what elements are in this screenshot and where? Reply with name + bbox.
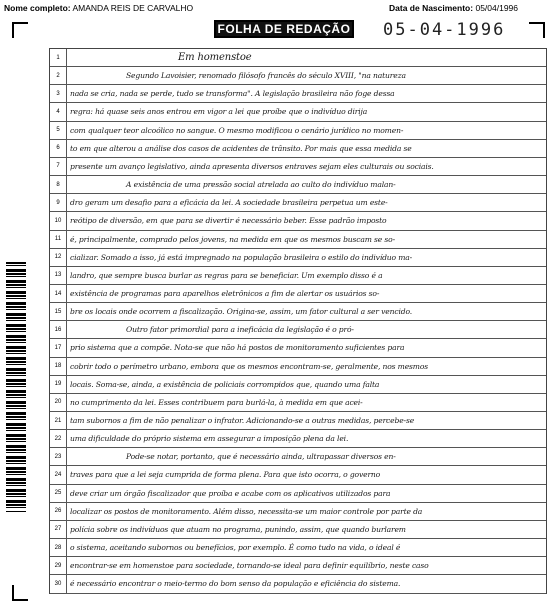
essay-line <box>50 358 546 376</box>
essay-line <box>50 140 546 158</box>
essay-line <box>50 448 546 466</box>
essay-line <box>50 212 546 230</box>
essay-line <box>50 194 546 212</box>
essay-line-text: existência de programas para aparelhos eletrônicos a fim de alertar os usuários so- <box>70 288 380 298</box>
line-number: 5 <box>50 122 67 139</box>
essay-line <box>50 85 546 103</box>
essay-line-text: é, principalmente, comprado pelos jovens, na medida em que os mesmos buscam se so- <box>70 234 395 244</box>
essay-line-text: reótipo de diversão, em que para se divertir é necessário beber. Esse padrão imposto <box>70 216 387 226</box>
line-number: 15 <box>50 303 67 320</box>
essay-line <box>50 303 546 321</box>
line-number: 9 <box>50 194 67 211</box>
essay-line-text: Outro fator primordial para a ineficácia da legislação é o pró- <box>126 325 354 335</box>
line-number: 8 <box>50 176 67 193</box>
essay-line-text: traves para que a lei seja cumprida de forma plena. Para que isto ocorra, o governo <box>70 470 381 480</box>
essay-line-text: cializar. Somado a isso, já está impregnado na população brasileira o estilo do indivíduo ma- <box>70 252 413 262</box>
line-number: 29 <box>50 557 67 574</box>
essay-line-text: cobrir todo o perímetro urbano, embora que os mesmos encontram-se, geralmente, nos mesmos <box>70 361 429 371</box>
corner-mark-bottom-left <box>12 585 28 601</box>
birth-date-field <box>389 3 518 13</box>
corner-mark-top-right <box>529 22 545 38</box>
line-number: 19 <box>50 376 67 393</box>
full-name-value: AMANDA REIS DE CARVALHO <box>72 3 194 13</box>
essay-line-text: bre os locais onde ocorrem a fiscalização. Origina-se, assim, um fator cultural a ser vencido. <box>70 307 413 317</box>
essay-sheet <box>49 48 547 594</box>
line-number: 12 <box>50 249 67 266</box>
essay-line-text: o sistema, aceitando subornos ou benefícios, por exemplo. É como tudo na vida, o ideal é <box>70 543 401 553</box>
essay-line <box>50 158 546 176</box>
line-number: 2 <box>50 67 67 84</box>
essay-line <box>50 67 546 85</box>
essay-line <box>50 122 546 140</box>
essay-line <box>50 103 546 121</box>
line-number: 27 <box>50 521 67 538</box>
line-number: 14 <box>50 285 67 302</box>
essay-line-text: prio sistema que a compõe. Nota-se que não há postos de monitoramento suficientes para <box>70 343 405 353</box>
essay-line <box>50 249 546 267</box>
barcode-image <box>6 262 26 512</box>
line-number: 30 <box>50 575 67 592</box>
line-number: 11 <box>50 231 67 248</box>
essay-line-text: tam subornos a fim de não penalizar o infrator. Adicionando-se a outras medidas, percebe-se <box>70 416 415 425</box>
line-number: 6 <box>50 140 67 157</box>
essay-line <box>50 176 546 194</box>
full-name-label: Nome completo: <box>4 3 71 13</box>
essay-line-text: encontrar-se em homenstoe para sociedade, tornando-se ideal para definir equilíbrio, neste caso <box>70 561 429 571</box>
essay-line <box>50 430 546 448</box>
essay-line <box>50 376 546 394</box>
line-number: 16 <box>50 321 67 338</box>
essay-line <box>50 394 546 412</box>
line-number: 4 <box>50 103 67 120</box>
essay-line-text: locais. Soma-se, ainda, a existência de policiais corrompidos que, quando uma falta <box>70 379 380 389</box>
essay-line <box>50 466 546 484</box>
handwritten-date: 05-04-1996 <box>383 20 506 40</box>
essay-line <box>50 503 546 521</box>
essay-line-text: Pode-se notar, portanto, que é necessário ainda, ultrapassar diversos en- <box>126 452 396 462</box>
essay-line <box>50 267 546 285</box>
line-number: 7 <box>50 158 67 175</box>
birth-date-value: 05/04/1996 <box>475 3 519 13</box>
line-number: 20 <box>50 394 67 411</box>
line-number: 28 <box>50 539 67 556</box>
line-number: 1 <box>50 49 67 66</box>
essay-line-text: é necessário encontrar o meio-termo do bom senso da população e eficiência do sistema. <box>70 579 401 589</box>
essay-line <box>50 339 546 357</box>
line-number: 18 <box>50 358 67 375</box>
essay-line-text: deve criar um órgão fiscalizador que proíba e acabe com os aplicativos utilizados para <box>70 488 391 498</box>
essay-line-text: no cumprimento da lei. Esses contribuem para burlá-la, à medida em que acei- <box>70 397 363 407</box>
essay-line-text: dro geram um desafio para a eficácia da lei. A sociedade brasileira perpetua um este- <box>70 198 388 208</box>
line-number: 3 <box>50 85 67 102</box>
essay-line-text: uma dificuldade do próprio sistema em assegurar a imposição plena da lei. <box>70 434 349 444</box>
essay-line-text: Segundo Lavoisier, renomado filósofo francês do século XVIII, "na natureza <box>126 71 406 81</box>
essay-line-text: localizar os postos de monitoramento. Além disso, necessita-se um maior controle por parte da <box>70 506 423 516</box>
essay-line <box>50 539 546 557</box>
essay-line-text: com qualquer teor alcoólico no sangue. O mesmo modificou o cenário jurídico no momen- <box>70 125 404 135</box>
line-number: 10 <box>50 212 67 229</box>
essay-line <box>50 412 546 430</box>
essay-line <box>50 485 546 503</box>
line-number: 24 <box>50 466 67 483</box>
essay-line <box>50 321 546 339</box>
birth-date-label: Data de Nascimento: <box>389 3 474 13</box>
line-number: 26 <box>50 503 67 520</box>
essay-line-text: polícia sobre os indivíduos que atuam no programa, punindo, assim, que quando burlarem <box>70 524 406 534</box>
essay-line-text: landro, que sempre busca burlar as regras para se beneficiar. Um exemplo disso é a <box>70 270 383 280</box>
line-number: 22 <box>50 430 67 447</box>
line-number: 25 <box>50 485 67 502</box>
essay-line-text: A existência de uma pressão social atrelada ao culto do indivíduo malan- <box>126 180 396 190</box>
line-number: 21 <box>50 412 67 429</box>
line-number: 23 <box>50 448 67 465</box>
essay-line <box>50 285 546 303</box>
essay-title: Em homenstoe <box>178 52 252 63</box>
line-number: 17 <box>50 339 67 356</box>
essay-line <box>50 231 546 249</box>
essay-line-text: presente um avanço legislativo, ainda apresenta diversos entraves sejam eles culturais ou sociais. <box>70 161 434 171</box>
essay-line-text: to em que alterou a análise dos casos de acidentes de trânsito. Por mais que essa medida se <box>70 143 412 153</box>
essay-line <box>50 557 546 575</box>
sheet-title: FOLHA DE REDAÇÃO <box>214 20 354 38</box>
essay-line-text: nada se cria, nada se perde, tudo se transforma". A legislação brasileira não foge dessa <box>70 89 395 99</box>
essay-line-text: regra: há quase seis anos entrou em vigor a lei que proíbe que o indivíduo dirija <box>70 107 368 117</box>
essay-line <box>50 521 546 539</box>
essay-line <box>50 575 546 593</box>
full-name-field <box>4 3 193 13</box>
line-number: 13 <box>50 267 67 284</box>
corner-mark-top-left <box>12 22 28 38</box>
essay-line <box>50 49 546 67</box>
